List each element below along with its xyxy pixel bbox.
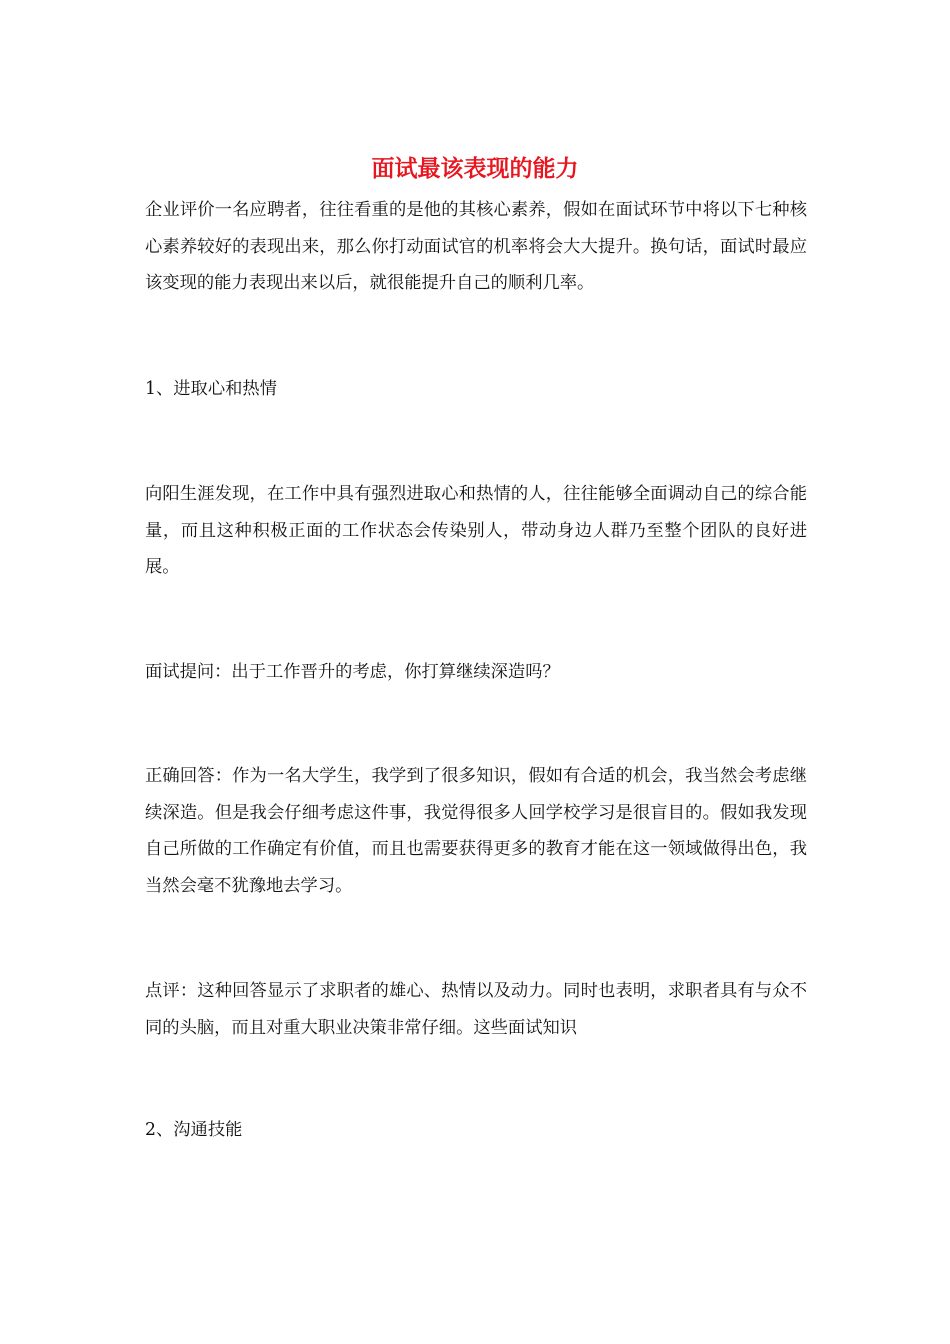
section-1-heading: 1、进取心和热情 bbox=[145, 379, 277, 399]
correct-answer: 正确回答：作为一名大学生，我学到了很多知识，假如有合适的机会，我当然会考虑继续深造。但是我会仔细考虑这件事，我觉得很多人回学校学习是很盲目的。假如我发现自己所做的工作确定有价值，而且也需要获得更多的教育才能在这一领域做得出色，我当然会毫不犹豫地去学习。 bbox=[145, 766, 807, 896]
intro-paragraph: 企业评价一名应聘者，往往看重的是他的其核心素养，假如在面试环节中将以下七种核心素养较好的表现出来，那么你打动面试官的机率将会大大提升。换句话，面试时最应该变现的能力表现出来以后，就很能提升自己的顺利几率。 bbox=[145, 200, 807, 294]
section-2-heading: 2、沟通技能 bbox=[145, 1120, 243, 1140]
comment-paragraph: 点评：这种回答显示了求职者的雄心、热情以及动力。同时也表明，求职者具有与众不同的头脑，而且对重大职业决策非常仔细。这些面试知识 bbox=[145, 981, 807, 1038]
document-title: 面试最该表现的能力 bbox=[371, 155, 579, 182]
section-1-body: 向阳生涯发现，在工作中具有强烈进取心和热情的人，往往能够全面调动自己的综合能量，而且这种积极正面的工作状态会传染别人，带动身边人群乃至整个团队的良好进展。 bbox=[145, 484, 807, 578]
interview-question: 面试提问：出于工作晋升的考虑，你打算继续深造吗？ bbox=[145, 662, 560, 682]
